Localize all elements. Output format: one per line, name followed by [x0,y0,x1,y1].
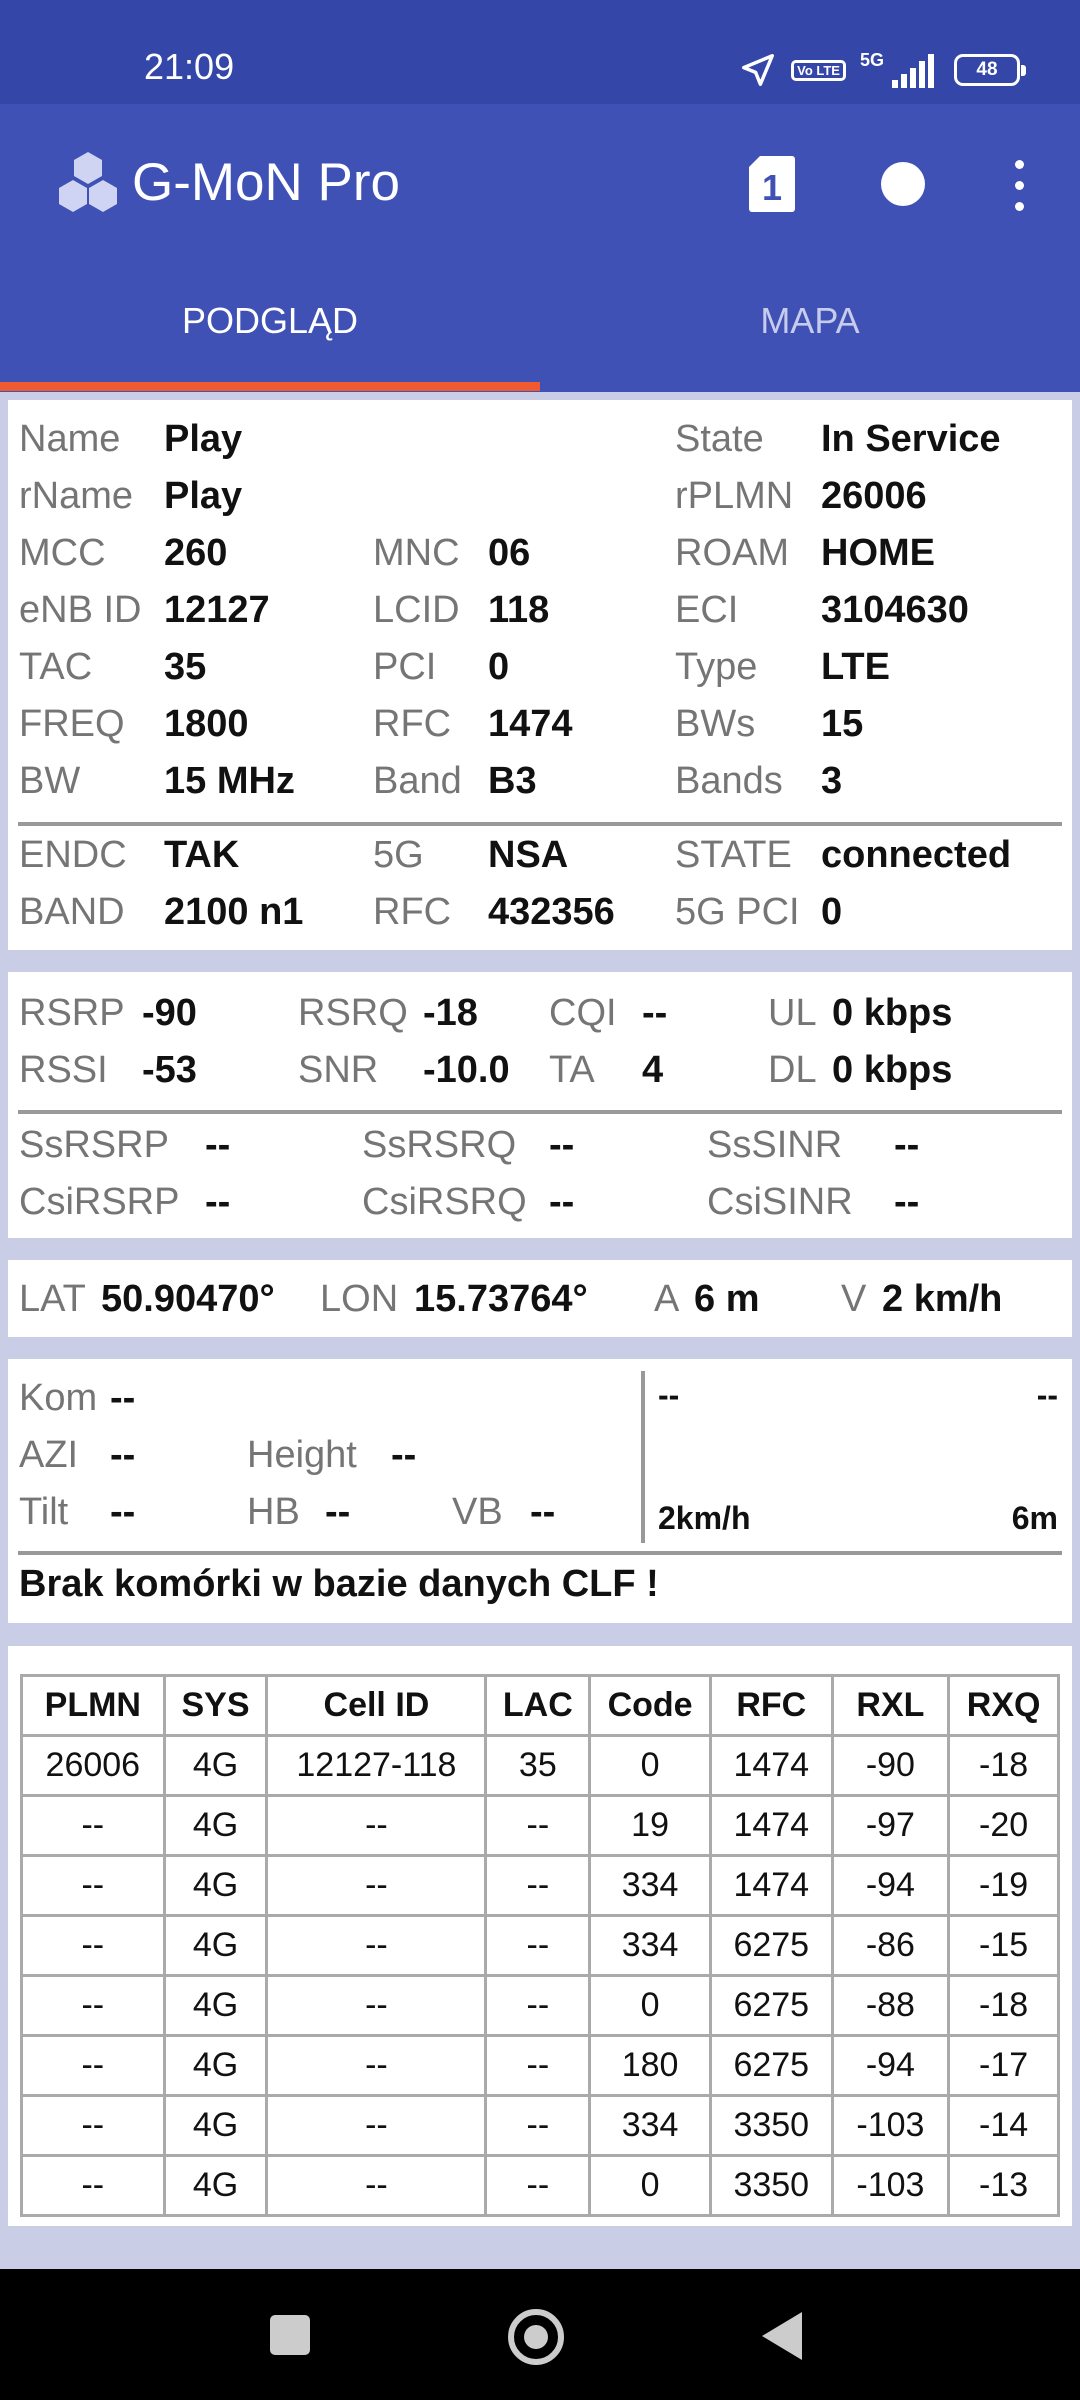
rfc-label: RFC [373,703,452,745]
nr-band-label: BAND [19,891,125,933]
table-cell: 4G [164,1736,267,1796]
table-cell: 6275 [710,1916,832,1976]
table-row [22,2156,1059,2216]
roam-value: HOME [821,532,935,574]
table-cell: -94 [832,1856,949,1916]
table-cell: -97 [832,1796,949,1856]
map-top-left-value: -- [658,1377,680,1413]
table-cell: -- [267,1856,486,1916]
divider [18,1551,1062,1555]
table-header-row [22,1676,1059,1736]
home-icon[interactable] [508,2309,564,2365]
mnc-label: MNC [373,532,460,574]
clf-message: Brak komórki w bazie danych CLF ! [19,1563,659,1605]
tac-value: 35 [164,646,207,688]
table-cell: -103 [832,2096,949,2156]
table-cell: -94 [832,2036,949,2096]
table-cell: 12127-118 [267,1736,486,1796]
table-cell: 0 [590,1976,711,2036]
height-value: -- [391,1434,417,1476]
sssinr-value: -- [894,1124,920,1166]
sim-card-icon[interactable] [748,154,796,214]
battery-level: 48 [976,59,998,80]
column-header: Cell ID [267,1676,486,1736]
table-cell: 4G [164,1796,267,1856]
active-tab-indicator [0,382,540,391]
rname-value: Play [164,475,243,517]
ssrsrq-value: -- [549,1124,575,1166]
cqi-label: CQI [549,992,617,1034]
bw-label: BW [19,760,81,802]
snr-value: -10.0 [423,1049,510,1091]
table-cell: -- [486,1976,590,2036]
table-cell: -14 [949,2096,1059,2156]
csisinr-value: -- [894,1181,920,1223]
nr-rfc-label: RFC [373,891,452,933]
table-cell: -- [22,2036,165,2096]
csirsrp-label: CsiRSRP [19,1181,180,1223]
rssi-label: RSSI [19,1049,108,1091]
height-label: Height [247,1434,357,1476]
status-icons [725,50,1020,90]
5g-label: 5G [373,834,424,876]
nr-rfc-value: 432356 [488,891,615,933]
table-cell: 4G [164,1916,267,1976]
hb-value: -- [325,1491,351,1533]
speed-value: 2 km/h [882,1278,1003,1320]
record-button[interactable] [881,162,925,206]
tac-label: TAC [19,646,93,688]
table-cell: -- [22,2096,165,2156]
table-cell: -- [22,2156,165,2216]
rsrp-value: -90 [142,992,197,1034]
mcc-label: MCC [19,532,106,574]
location-arrow-icon [739,51,777,89]
table-cell: -90 [832,1736,949,1796]
azi-label: AZI [19,1434,79,1476]
table-cell: 4G [164,1976,267,2036]
column-header: SYS [164,1676,267,1736]
status-bar [0,0,1080,104]
ssrsrp-value: -- [205,1124,231,1166]
cqi-value: -- [642,992,668,1034]
table-row [22,1736,1059,1796]
eci-value: 3104630 [821,589,969,631]
neighbour-cells-card [8,1646,1072,2226]
signal-card [8,972,1072,1238]
table-cell: -- [22,1976,165,2036]
csirsrp-value: -- [205,1181,231,1223]
lat-value: 50.90470° [101,1278,275,1320]
table-row [22,1976,1059,2036]
vb-label: VB [452,1491,503,1533]
table-cell: -- [267,2096,486,2156]
ta-value: 4 [642,1049,664,1091]
app-title: G-MoN Pro [132,153,400,212]
rsrq-label: RSRQ [298,992,408,1034]
sim-slot-number: 1 [761,167,783,208]
column-header: LAC [486,1676,590,1736]
accuracy-value: 6 m [694,1278,760,1320]
table-cell: -- [267,2036,486,2096]
rsrp-label: RSRP [19,992,125,1034]
back-icon[interactable] [762,2312,802,2360]
battery-icon [954,54,1020,86]
app-bar [0,104,1080,392]
rsrq-value: -18 [423,992,478,1034]
eci-label: ECI [675,589,739,631]
navigation-bar [0,2269,1080,2400]
table-cell: -88 [832,1976,949,2036]
rssi-value: -53 [142,1049,197,1091]
table-cell: -- [22,1856,165,1916]
column-header: Code [590,1676,711,1736]
speed-label: V [841,1278,867,1320]
table-cell: -15 [949,1916,1059,1976]
table-cell: -- [267,2156,486,2216]
table-cell: 334 [590,1916,711,1976]
map-distance-value: 6m [1011,1500,1058,1536]
table-cell: -- [267,1976,486,2036]
ul-label: UL [768,992,817,1034]
table-cell: 3350 [710,2096,832,2156]
nr-band-value: 2100 n1 [164,891,304,933]
divider [18,822,1062,826]
table-cell: -- [22,1916,165,1976]
table-cell: 4G [164,2096,267,2156]
vertical-divider [641,1371,645,1543]
lon-label: LON [320,1278,399,1320]
table-cell: 334 [590,2096,711,2156]
kom-label: Kom [19,1377,98,1419]
table-cell: -- [486,2096,590,2156]
column-header: RXQ [949,1676,1059,1736]
csirsrq-label: CsiRSRQ [362,1181,527,1223]
table-cell: 334 [590,1856,711,1916]
freq-value: 1800 [164,703,249,745]
rplmn-label: rPLMN [675,475,794,517]
freq-label: FREQ [19,703,125,745]
divider [18,1110,1062,1114]
column-header: PLMN [22,1676,165,1736]
dl-label: DL [768,1049,817,1091]
table-cell: 4G [164,2036,267,2096]
tab-mapa[interactable]: MAPA [760,300,860,341]
azi-value: -- [110,1434,136,1476]
recent-apps-icon[interactable] [270,2315,310,2355]
tilt-label: Tilt [19,1491,69,1533]
ssrsrp-label: SsRSRP [19,1124,169,1166]
type-label: Type [675,646,758,688]
band-label: Band [373,760,462,802]
table-row [22,1856,1059,1916]
5g-pci-value: 0 [821,891,843,933]
volte-icon: Vo LTE [791,60,846,81]
table-cell: 19 [590,1796,711,1856]
table-cell: 0 [590,2156,711,2216]
map-top-right-value: -- [1036,1377,1058,1413]
table-cell: -17 [949,2036,1059,2096]
bw-value: 15 MHz [164,760,295,802]
status-time: 21:09 [144,46,235,87]
csisinr-label: CsiSINR [707,1181,853,1223]
column-header: RXL [832,1676,949,1736]
pci-value: 0 [488,646,510,688]
table-cell: -- [486,1916,590,1976]
rplmn-value: 26006 [821,475,927,517]
table-cell: 180 [590,2036,711,2096]
type-value: LTE [821,646,890,688]
bands-value: 3 [821,760,843,802]
table-cell: -18 [949,1976,1059,2036]
bws-value: 15 [821,703,864,745]
table-cell: 35 [486,1736,590,1796]
table-row [22,1796,1059,1856]
state-value: In Service [821,418,1001,460]
name-label: Name [19,418,121,460]
table-cell: 1474 [710,1856,832,1916]
connection-state-value: connected [821,834,1012,876]
kom-value: -- [110,1377,136,1419]
ul-value: 0 kbps [832,992,953,1034]
5g-value: NSA [488,834,569,876]
endc-value: TAK [164,834,240,876]
table-cell: 4G [164,1856,267,1916]
band-value: B3 [488,760,537,802]
state-label: State [675,418,764,460]
rfc-value: 1474 [488,703,573,745]
table-cell: 1474 [710,1736,832,1796]
endc-label: ENDC [19,834,127,876]
table-cell: -- [486,2036,590,2096]
signal-strength-icon [890,52,940,88]
location-card [8,1260,1072,1337]
table-row [22,1916,1059,1976]
table-cell: -- [486,1856,590,1916]
mnc-value: 06 [488,532,531,574]
neighbour-cells-table [20,1674,1060,2217]
table-cell: -- [22,1796,165,1856]
ssrsrq-label: SsRSRQ [362,1124,517,1166]
table-cell: -- [486,1796,590,1856]
sssinr-label: SsSINR [707,1124,843,1166]
lon-value: 15.73764° [414,1278,588,1320]
table-cell: -86 [832,1916,949,1976]
table-cell: 6275 [710,1976,832,2036]
lat-label: LAT [19,1278,86,1320]
column-header: RFC [710,1676,832,1736]
table-cell: 4G [164,2156,267,2216]
snr-label: SNR [298,1049,379,1091]
network-info-card [8,400,1072,950]
map-speed-value: 2km/h [658,1500,751,1536]
network-type-label: 5G [859,49,884,70]
table-cell: -13 [949,2156,1059,2216]
accuracy-label: A [654,1278,680,1320]
connection-state-label: STATE [675,834,792,876]
cell-database-card [8,1359,1072,1623]
mcc-value: 260 [164,532,228,574]
table-cell: 0 [590,1736,711,1796]
table-row [22,2036,1059,2096]
table-cell: -- [267,1796,486,1856]
bands-label: Bands [675,760,783,802]
roam-label: ROAM [675,532,789,574]
table-cell: -20 [949,1796,1059,1856]
pci-label: PCI [373,646,437,688]
table-cell: 3350 [710,2156,832,2216]
table-cell: 26006 [22,1736,165,1796]
dl-value: 0 kbps [832,1049,953,1091]
lcid-value: 118 [488,589,550,631]
bws-label: BWs [675,703,756,745]
hb-label: HB [247,1491,300,1533]
enb-id-value: 12127 [164,589,270,631]
csirsrq-value: -- [549,1181,575,1223]
5g-pci-label: 5G PCI [675,891,800,933]
name-value: Play [164,418,243,460]
enb-id-label: eNB ID [19,589,142,631]
lcid-label: LCID [373,589,460,631]
table-row [22,2096,1059,2156]
table-cell: 1474 [710,1796,832,1856]
app-logo-icon [52,148,124,220]
ta-label: TA [549,1049,595,1091]
table-cell: 6275 [710,2036,832,2096]
more-options-icon[interactable] [1001,154,1037,214]
tab-podglad[interactable]: PODGLĄD [181,300,359,341]
tilt-value: -- [110,1491,136,1533]
table-cell: -- [267,1916,486,1976]
table-cell: -- [486,2156,590,2216]
table-cell: -103 [832,2156,949,2216]
rname-label: rName [19,475,134,517]
table-cell: -19 [949,1856,1059,1916]
table-cell: -18 [949,1736,1059,1796]
vb-value: -- [530,1491,556,1533]
